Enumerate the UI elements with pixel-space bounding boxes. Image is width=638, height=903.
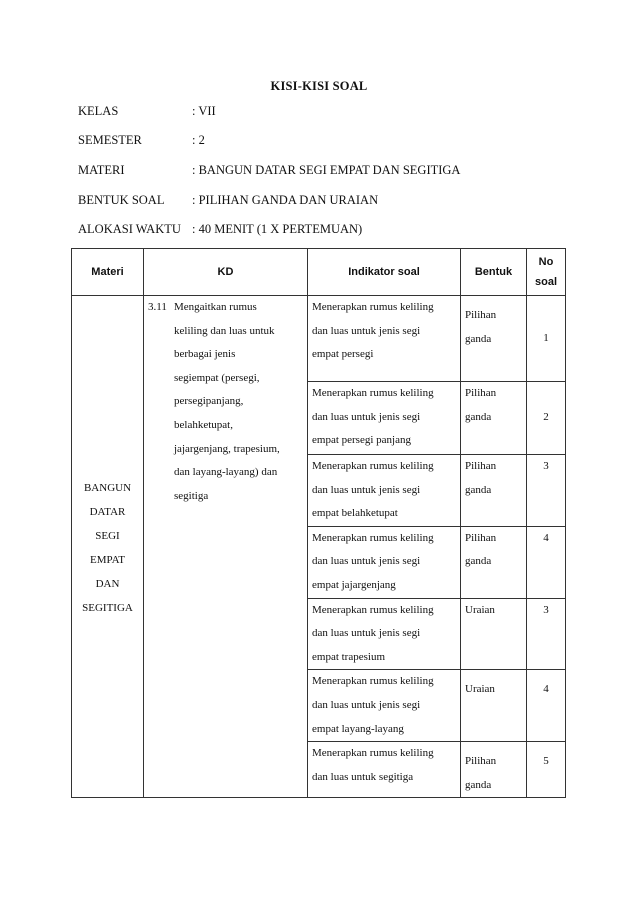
kisi-kisi-table	[71, 248, 566, 798]
meta-value: : 40 MENIT (1 X PERTEMUAN)	[192, 222, 363, 236]
meta-value: : PILIHAN GANDA DAN URAIAN	[192, 193, 379, 207]
header-indikator: Indikator soal	[308, 249, 461, 296]
meta-row-bentuk-soal	[78, 193, 558, 208]
no-soal-cell: 3	[527, 598, 566, 670]
indikator-cell	[308, 455, 461, 527]
meta-value: : VII	[192, 104, 216, 118]
meta-key: ALOKASI WAKTU	[78, 222, 181, 236]
indikator-cell	[308, 598, 461, 670]
materi-line: DATAR	[89, 505, 126, 518]
no-soal-cell: 3	[527, 455, 566, 527]
bentuk-line: Pilihan	[465, 460, 497, 472]
indikator-line: dan luas untuk jenis segi	[312, 698, 421, 711]
bentuk-line: Pilihan	[465, 387, 497, 399]
kd-line: dan layang-layang) dan	[174, 466, 278, 479]
indikator-line: empat jajargenjang	[312, 578, 396, 591]
meta-row-materi	[78, 163, 558, 178]
bentuk-cell	[461, 742, 527, 798]
bentuk-line: Pilihan	[465, 531, 497, 544]
kd-cell	[144, 296, 308, 798]
no-soal-cell: 4	[527, 526, 566, 598]
header-bentuk: Bentuk	[461, 249, 527, 296]
header-kd: KD	[144, 249, 308, 296]
kd-line: persegipanjang,	[174, 395, 244, 408]
indikator-line: Menerapkan rumus keliling	[312, 747, 434, 760]
meta-value: : BANGUN DATAR SEGI EMPAT DAN SEGITIGA	[192, 163, 461, 177]
indikator-line: dan luas untuk jenis segi	[312, 627, 421, 640]
table-row	[72, 296, 566, 382]
header-no-soal-line1: No	[538, 256, 554, 268]
indikator-line: dan luas untuk jenis segi	[312, 324, 421, 337]
bentuk-line: ganda	[465, 483, 492, 496]
indikator-line: Menerapkan rumus keliling	[312, 387, 434, 399]
kd-line: jajargenjang, trapesium,	[174, 442, 280, 455]
indikator-cell	[308, 742, 461, 798]
indikator-cell	[308, 670, 461, 742]
kd-line: segitiga	[174, 489, 209, 502]
indikator-line: dan luas untuk jenis segi	[312, 483, 421, 496]
indikator-line: Menerapkan rumus keliling	[312, 301, 434, 313]
meta-key: BENTUK SOAL	[78, 193, 165, 207]
bentuk-cell	[461, 670, 527, 742]
indikator-line: empat trapesium	[312, 650, 386, 663]
document-title: KISI-KISI SOAL	[270, 79, 368, 93]
bentuk-line: Uraian	[465, 683, 495, 696]
indikator-line: empat persegi panjang	[312, 434, 411, 447]
indikator-line: Menerapkan rumus keliling	[312, 531, 434, 544]
meta-key: MATERI	[78, 163, 125, 177]
indikator-cell	[308, 296, 461, 382]
meta-row-semester	[78, 133, 558, 148]
bentuk-cell	[461, 598, 527, 670]
bentuk-line: Pilihan	[465, 755, 497, 768]
no-soal-cell: 4	[527, 670, 566, 742]
meta-row-kelas	[78, 104, 558, 119]
meta-key: KELAS	[78, 104, 119, 118]
indikator-line: Menerapkan rumus keliling	[312, 460, 434, 472]
materi-line: SEGITIGA	[82, 601, 133, 614]
bentuk-line: ganda	[465, 332, 492, 345]
indikator-line: dan luas untuk jenis segi	[312, 555, 421, 568]
bentuk-cell	[461, 296, 527, 382]
kd-line: segiempat (persegi,	[174, 371, 260, 384]
materi-line: SEGI	[95, 529, 120, 542]
meta-value: : 2	[192, 133, 205, 147]
indikator-line: empat belahketupat	[312, 507, 398, 520]
bentuk-line: ganda	[465, 778, 492, 791]
indikator-cell	[308, 526, 461, 598]
meta-row-alokasi-waktu	[78, 222, 558, 237]
kd-line: keliling dan luas untuk	[174, 324, 275, 337]
indikator-line: dan luas untuk segitiga	[312, 770, 414, 783]
no-soal-cell: 2	[527, 382, 566, 455]
indikator-line: empat persegi	[312, 348, 374, 361]
materi-cell	[72, 296, 144, 798]
bentuk-cell	[461, 526, 527, 598]
kd-line: belahketupat,	[174, 418, 233, 431]
kd-line: Mengaitkan rumus	[174, 301, 257, 313]
indikator-line: empat layang-layang	[312, 722, 404, 735]
no-soal-cell: 5	[527, 742, 566, 798]
bentuk-line: ganda	[465, 410, 492, 423]
header-no-soal	[527, 249, 566, 296]
header-no-soal-line2: soal	[534, 276, 557, 288]
materi-line: EMPAT	[89, 553, 126, 566]
bentuk-line: Pilihan	[465, 309, 497, 321]
materi-line: DAN	[95, 577, 120, 590]
materi-line: BANGUN	[83, 481, 132, 494]
meta-key: SEMESTER	[78, 133, 142, 147]
indikator-line: Menerapkan rumus keliling	[312, 603, 434, 616]
indikator-cell	[308, 382, 461, 455]
table-header-row	[72, 249, 566, 296]
bentuk-line: ganda	[465, 555, 492, 568]
indikator-line: Menerapkan rumus keliling	[312, 675, 434, 688]
indikator-line: dan luas untuk jenis segi	[312, 410, 421, 423]
header-materi: Materi	[72, 249, 144, 296]
bentuk-cell	[461, 455, 527, 527]
bentuk-cell	[461, 382, 527, 455]
bentuk-line: Uraian	[465, 603, 495, 616]
no-soal-cell: 1	[527, 296, 566, 382]
kd-line: berbagai jenis	[174, 348, 236, 361]
kd-number: 3.11	[148, 301, 167, 313]
